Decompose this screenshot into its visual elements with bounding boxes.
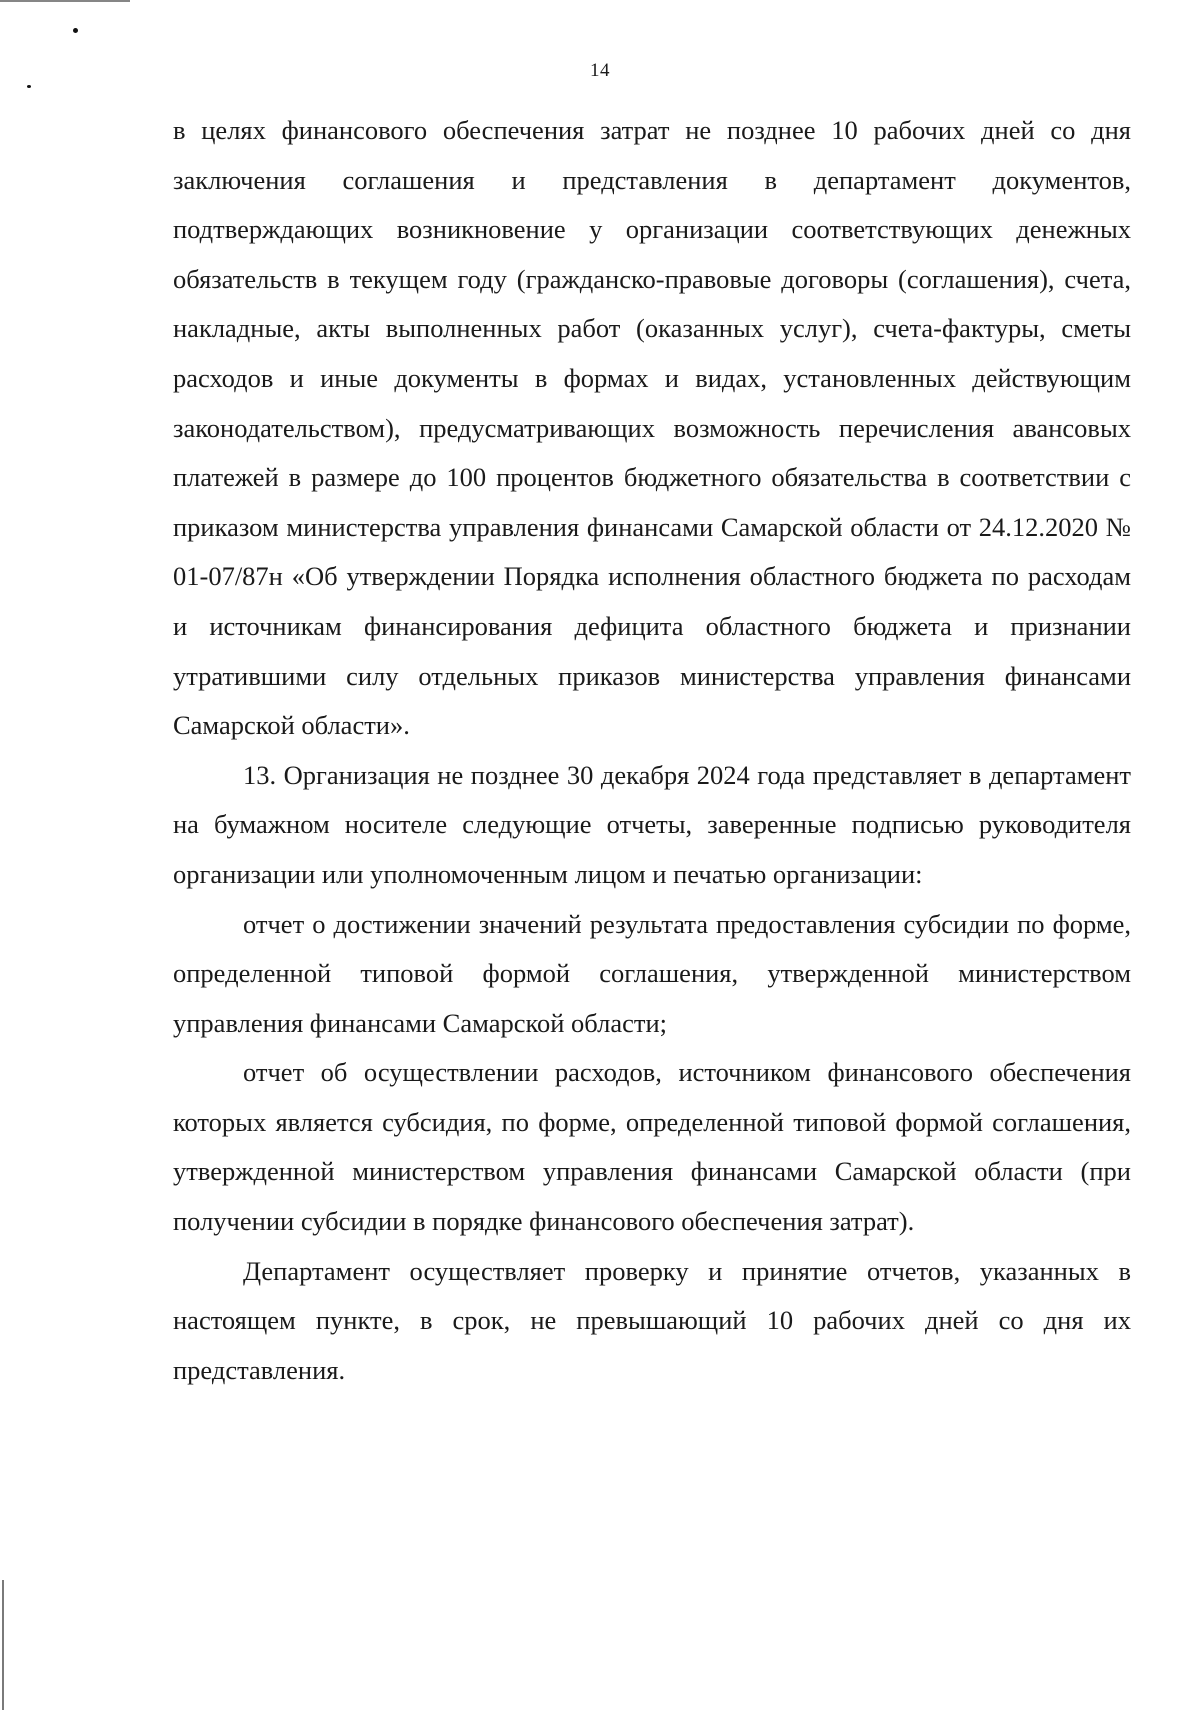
document-body <box>173 106 1131 1395</box>
paragraph: Департамент осуществляет проверку и принятие отчетов, указанных в настоящем пункте, в срок, не превышающий 10 рабочих дней со дня их представления. <box>173 1255 1131 1385</box>
paragraph: в целях финансового обеспечения затрат не позднее 10 рабочих дней со дня заключения соглашения и представления в департамент документов, подтверждающих возникновение у организации соответствующих денежных обязательств в текущем году (гражданско-правовые договоры (соглашения), счета, накладные, акты выполненных работ (оказанных услуг), счета-фактуры, сметы расходов и иные документы в формах и видах, установленных действующим законодательством), предусматривающих возможность перечисления авансовых платежей в размере до 100 процентов бюджетного обязательства в соответствии с приказом министерства управления финансами Самарской области от 24.12.2020 № 01-07/87н «Об утверждении Порядка исполнения областного бюджета по расходам и источникам финансирования дефицита областного бюджета и признании утратившими силу отдельных приказов министерства управления финансами Самарской области». <box>173 115 1131 741</box>
scan-edge-line <box>0 0 130 2</box>
paragraph: отчет об осуществлении расходов, источником финансового обеспечения которых является субсидия, по форме, определенной типовой формой соглашения, утвержденной министерством управления финансами Самарской области (при получении субсидии в порядке финансового обеспечения затрат). <box>173 1057 1131 1237</box>
paragraph: 13. Организация не позднее 30 декабря 2024 года представляет в департамент на бумажном носителе следующие отчеты, заверенные подписью руководителя организации или уполномоченным лицом и печатью организации: <box>173 759 1131 889</box>
scan-margin-line <box>2 1580 4 1710</box>
paragraph: отчет о достижении значений результата предоставления субсидии по форме, определенной типовой формой соглашения, утвержденной министерством управления финансами Самарской области; <box>173 908 1131 1038</box>
scan-speck <box>27 85 31 88</box>
scan-speck <box>73 28 78 33</box>
page-number: 14 <box>590 60 610 81</box>
